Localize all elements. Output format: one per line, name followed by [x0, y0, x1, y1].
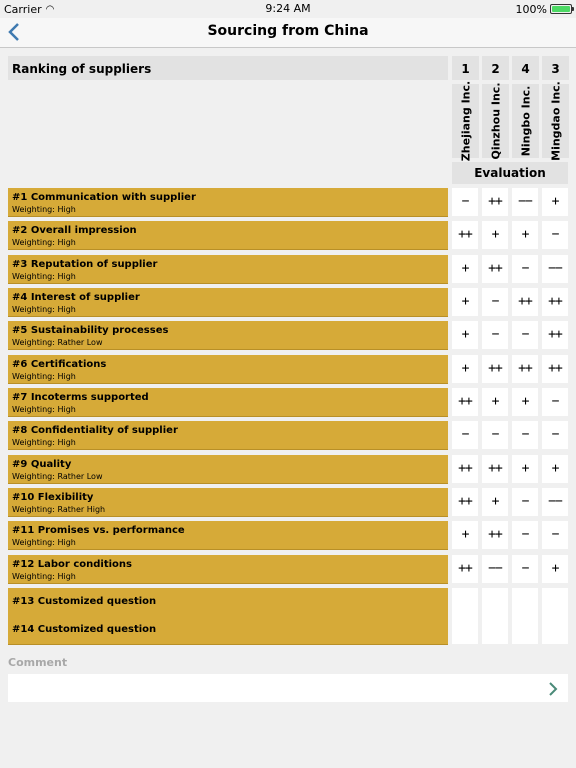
criterion-title: #8 Confidentiality of supplier: [12, 425, 178, 436]
score-cell[interactable]: +: [512, 221, 538, 249]
criterion-weighting: Weighting: High: [12, 372, 76, 381]
score-cell[interactable]: −: [542, 521, 568, 549]
criterion-row[interactable]: [8, 588, 448, 617]
score-cell[interactable]: +: [482, 221, 508, 249]
score-cell[interactable]: +: [542, 555, 568, 583]
criterion-row[interactable]: [8, 488, 448, 517]
criterion-row[interactable]: [8, 521, 448, 550]
score-cell[interactable]: −−: [482, 555, 508, 583]
score-cell[interactable]: ++: [452, 455, 478, 483]
score-cell[interactable]: ++: [482, 355, 508, 383]
status-time: 9:24 AM: [265, 2, 311, 15]
score-cell[interactable]: −: [482, 421, 508, 449]
score-cell[interactable]: −: [482, 288, 508, 316]
score-cell[interactable]: ++: [482, 521, 508, 549]
score-cell[interactable]: [482, 616, 508, 644]
evaluation-header: Evaluation: [452, 162, 568, 184]
criterion-weighting: Weighting: Rather Low: [12, 472, 103, 481]
criterion-weighting: Weighting: Rather Low: [12, 338, 103, 347]
criterion-weighting: Weighting: Rather High: [12, 505, 106, 514]
score-cell[interactable]: [542, 616, 568, 644]
criterion-title: #13 Customized question: [12, 596, 157, 607]
criterion-weighting: Weighting: High: [12, 405, 76, 414]
criterion-row[interactable]: [8, 321, 448, 350]
criterion-title: #6 Certifications: [12, 359, 107, 370]
criterion-row[interactable]: [8, 555, 448, 584]
score-cell[interactable]: −−: [542, 488, 568, 516]
score-cell[interactable]: −: [512, 488, 538, 516]
carrier-label: Carrier: [4, 2, 42, 16]
score-cell[interactable]: [512, 616, 538, 644]
criterion-weighting: Weighting: High: [12, 438, 76, 447]
criterion-row[interactable]: [8, 288, 448, 317]
score-cell[interactable]: ++: [452, 221, 478, 249]
criterion-weighting: Weighting: High: [12, 272, 76, 281]
comment-field[interactable]: [8, 674, 568, 702]
score-cell[interactable]: ++: [512, 288, 538, 316]
criterion-title: #11 Promises vs. performance: [12, 525, 185, 536]
status-bar: [0, 0, 576, 18]
criterion-title: #1 Communication with supplier: [12, 192, 196, 203]
score-cell[interactable]: +: [512, 388, 538, 416]
score-cell[interactable]: −: [512, 421, 538, 449]
score-cell[interactable]: −: [542, 221, 568, 249]
criterion-title: #7 Incoterms supported: [12, 392, 149, 403]
score-cell[interactable]: −: [482, 321, 508, 349]
score-cell[interactable]: [482, 588, 508, 616]
score-cell[interactable]: +: [452, 321, 478, 349]
score-cell[interactable]: −: [512, 255, 538, 283]
score-cell[interactable]: ++: [482, 255, 508, 283]
score-cell[interactable]: +: [452, 255, 478, 283]
criterion-title: #5 Sustainability processes: [12, 325, 169, 336]
supplier-name: Ningbo Inc.: [512, 84, 539, 158]
score-cell[interactable]: −: [512, 521, 538, 549]
score-cell[interactable]: +: [452, 355, 478, 383]
criterion-weighting: Weighting: High: [12, 238, 76, 247]
score-cell[interactable]: [512, 588, 538, 616]
criterion-title: #10 Flexibility: [12, 492, 94, 503]
score-cell[interactable]: [452, 616, 478, 644]
score-cell[interactable]: ++: [482, 455, 508, 483]
criterion-title: #12 Labor conditions: [12, 559, 132, 570]
criterion-title: #9 Quality: [12, 459, 72, 470]
ranking-header: Ranking of suppliers: [8, 56, 448, 80]
supplier-rank: 2: [482, 56, 509, 80]
supplier-name: Mingdao Inc.: [542, 84, 569, 158]
page-title: Sourcing from China: [207, 23, 369, 39]
criterion-title: #14 Customized question: [12, 624, 157, 635]
score-cell[interactable]: ++: [452, 555, 478, 583]
score-cell[interactable]: −: [542, 421, 568, 449]
criterion-row[interactable]: [8, 255, 448, 284]
score-cell[interactable]: ++: [542, 321, 568, 349]
score-cell[interactable]: ++: [482, 188, 508, 216]
score-cell[interactable]: +: [452, 521, 478, 549]
supplier-rank: 4: [512, 56, 539, 80]
score-cell[interactable]: −: [452, 421, 478, 449]
criterion-weighting: Weighting: High: [12, 205, 76, 214]
criterion-weighting: Weighting: High: [12, 305, 76, 314]
score-cell[interactable]: +: [542, 455, 568, 483]
supplier-rank: 3: [542, 56, 569, 80]
score-cell[interactable]: ++: [542, 288, 568, 316]
score-cell[interactable]: −: [542, 388, 568, 416]
criterion-row[interactable]: [8, 188, 448, 217]
navigation-bar: [0, 18, 576, 48]
comment-label: Comment: [8, 656, 68, 669]
criterion-weighting: Weighting: High: [12, 538, 76, 547]
score-cell[interactable]: −−: [512, 188, 538, 216]
chevron-right-icon[interactable]: [548, 681, 558, 697]
score-cell[interactable]: ++: [452, 388, 478, 416]
criterion-title: #4 Interest of supplier: [12, 292, 140, 303]
criterion-row[interactable]: [8, 388, 448, 417]
wifi-icon: ◠: [45, 3, 55, 15]
score-cell[interactable]: −−: [542, 255, 568, 283]
score-cell[interactable]: +: [542, 188, 568, 216]
score-cell[interactable]: ++: [452, 488, 478, 516]
score-cell[interactable]: +: [482, 488, 508, 516]
score-cell[interactable]: [452, 588, 478, 616]
supplier-name: Qinzhou Inc.: [482, 84, 509, 158]
score-cell[interactable]: [542, 588, 568, 616]
criterion-weighting: Weighting: High: [12, 572, 76, 581]
criterion-title: #3 Reputation of supplier: [12, 259, 158, 270]
battery-icon: [550, 4, 572, 14]
criterion-row[interactable]: [8, 421, 448, 450]
score-cell[interactable]: +: [452, 288, 478, 316]
criterion-row[interactable]: [8, 616, 448, 645]
score-cell[interactable]: −: [452, 188, 478, 216]
score-cell[interactable]: +: [482, 388, 508, 416]
score-cell[interactable]: −: [512, 555, 538, 583]
score-cell[interactable]: +: [512, 455, 538, 483]
supplier-name: Zhejiang Inc.: [452, 84, 479, 158]
criterion-row[interactable]: [8, 221, 448, 250]
criterion-row[interactable]: [8, 355, 448, 384]
score-cell[interactable]: ++: [512, 355, 538, 383]
supplier-rank: 1: [452, 56, 479, 80]
criterion-row[interactable]: [8, 455, 448, 484]
criterion-title: #2 Overall impression: [12, 225, 137, 236]
score-cell[interactable]: ++: [542, 355, 568, 383]
score-cell[interactable]: −: [512, 321, 538, 349]
battery-percent: 100%: [515, 2, 547, 16]
